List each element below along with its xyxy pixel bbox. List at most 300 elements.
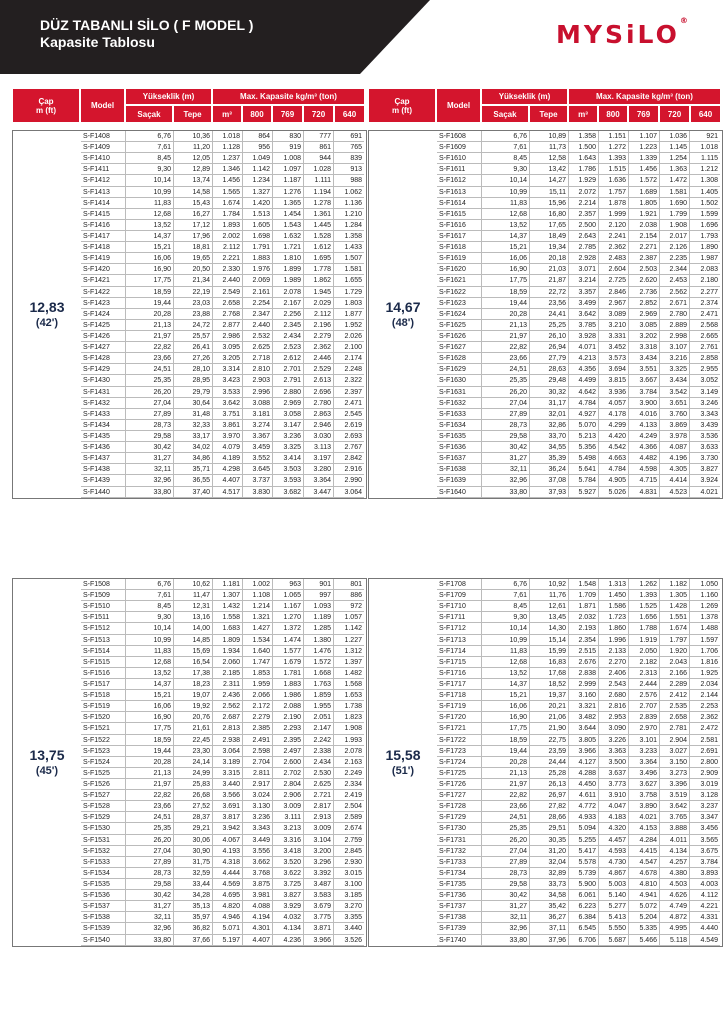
cap-720-cell: 3.487 <box>304 879 334 890</box>
header-model: Model <box>80 88 125 123</box>
model-cell: S-F1433 <box>81 409 126 420</box>
peak-height-cell: 26,13 <box>530 779 569 790</box>
cap-769-cell: 3.147 <box>273 420 304 431</box>
table-row <box>81 812 366 823</box>
volume-cell: 5.094 <box>569 823 599 834</box>
model-cell: S-F1516 <box>81 668 126 679</box>
eave-height-cell: 15,21 <box>126 690 174 701</box>
cap-640-cell: 2.180 <box>690 275 720 286</box>
table-row <box>81 723 366 734</box>
cap-640-cell: 2.249 <box>334 768 364 779</box>
cap-720-cell: 3.364 <box>304 475 334 486</box>
model-cell: S-F1512 <box>81 623 126 634</box>
eave-height-cell: 32,11 <box>126 464 174 475</box>
model-cell: S-F1421 <box>81 275 126 286</box>
table-row <box>437 187 722 198</box>
peak-height-cell: 28,37 <box>174 812 213 823</box>
table-row <box>81 364 366 375</box>
table-row <box>81 757 366 768</box>
cap-800-cell: 2.718 <box>243 353 273 364</box>
volume-cell: 1.558 <box>213 612 243 623</box>
peak-height-cell: 16,54 <box>174 657 213 668</box>
peak-height-cell: 32,86 <box>530 420 569 431</box>
volume-cell: 2.515 <box>569 646 599 657</box>
cap-769-cell: 2.839 <box>629 712 660 723</box>
cap-769-cell: 4.482 <box>629 453 660 464</box>
cap-800-cell: 4.905 <box>599 475 629 486</box>
volume-cell: 3.642 <box>569 309 599 320</box>
model-cell: S-F1431 <box>81 387 126 398</box>
eave-height-cell: 27,89 <box>482 409 530 420</box>
model-cell: S-F1532 <box>81 846 126 857</box>
header-diameter-label: Çap <box>394 96 410 106</box>
model-cell: S-F1522 <box>81 735 126 746</box>
cap-720-cell: 3.009 <box>304 823 334 834</box>
eave-height-cell: 29,58 <box>482 431 530 442</box>
cap-800-cell: 3.367 <box>243 431 273 442</box>
peak-height-cell: 21,87 <box>530 275 569 286</box>
eave-height-cell: 21,97 <box>482 331 530 342</box>
peak-height-cell: 26,68 <box>174 790 213 801</box>
cap-640-cell: 3.730 <box>690 453 720 464</box>
model-cell: S-F1517 <box>81 679 126 690</box>
cap-720-cell: 1.572 <box>304 657 334 668</box>
peak-height-cell: 32,89 <box>530 868 569 879</box>
peak-height-cell: 20,18 <box>530 253 569 264</box>
cap-720-cell: 2.279 <box>304 331 334 342</box>
cap-640-cell: 886 <box>334 590 364 601</box>
cap-640-cell: 3.439 <box>690 420 720 431</box>
cap-800-cell: 2.967 <box>599 298 629 309</box>
volume-cell: 1.934 <box>213 646 243 657</box>
model-cell: S-F1632 <box>437 398 482 409</box>
eave-height-cell: 29,58 <box>482 879 530 890</box>
volume-cell: 2.357 <box>569 209 599 220</box>
model-cell: S-F1631 <box>437 387 482 398</box>
cap-720-cell: 1.612 <box>304 242 334 253</box>
cap-769-cell: 2.612 <box>273 353 304 364</box>
cap-640-cell: 4.221 <box>690 901 720 912</box>
table-row <box>81 668 366 679</box>
cap-720-cell: 3.434 <box>660 375 690 386</box>
table-row <box>437 679 722 690</box>
cap-640-cell: 1.568 <box>334 679 364 690</box>
eave-height-cell: 16,06 <box>126 701 174 712</box>
eave-height-cell: 14,37 <box>482 231 530 242</box>
cap-640-cell: 4.331 <box>690 912 720 923</box>
cap-720-cell: 3.325 <box>660 364 690 375</box>
cap-720-cell: 2.613 <box>304 375 334 386</box>
cap-800-cell: 4.178 <box>599 409 629 420</box>
peak-height-cell: 10,92 <box>530 579 569 590</box>
model-cell: S-F1709 <box>437 590 482 601</box>
cap-640-cell: 1.358 <box>334 231 364 242</box>
cap-640-cell: 3.149 <box>690 387 720 398</box>
eave-height-cell: 8,45 <box>126 153 174 164</box>
volume-cell: 3.440 <box>213 779 243 790</box>
cap-800-cell: 2.680 <box>599 690 629 701</box>
cap-640-cell: 1.738 <box>334 701 364 712</box>
cap-769-cell: 2.620 <box>629 275 660 286</box>
peak-height-cell: 32,59 <box>174 868 213 879</box>
cap-640-cell: 1.793 <box>690 231 720 242</box>
peak-height-cell: 23,30 <box>174 746 213 757</box>
model-cell: S-F1738 <box>437 912 482 923</box>
peak-height-cell: 14,27 <box>530 175 569 186</box>
cap-720-cell: 2.196 <box>304 320 334 331</box>
eave-height-cell: 27,04 <box>126 846 174 857</box>
volume-cell: 4.642 <box>569 387 599 398</box>
cap-640-cell: 3.440 <box>334 923 364 934</box>
volume-cell: 2.938 <box>213 735 243 746</box>
cap-720-cell: 3.396 <box>660 779 690 790</box>
model-cell: S-F1529 <box>81 812 126 823</box>
cap-720-cell: 3.888 <box>660 823 690 834</box>
volume-cell: 1.456 <box>213 175 243 186</box>
volume-cell: 3.499 <box>569 298 599 309</box>
cap-640-cell: 1.597 <box>690 635 720 646</box>
cap-640-cell: 4.021 <box>690 487 720 498</box>
table-row <box>437 131 722 142</box>
diameter-feet: (51') <box>391 765 415 778</box>
peak-height-cell: 11,20 <box>174 142 213 153</box>
eave-height-cell: 12,68 <box>482 209 530 220</box>
peak-height-cell: 12,89 <box>174 164 213 175</box>
cap-800-cell: 4.057 <box>599 398 629 409</box>
table-row <box>81 164 366 175</box>
cap-640-cell: 2.955 <box>690 364 720 375</box>
cap-769-cell: 2.970 <box>629 723 660 734</box>
cap-640-cell: 2.916 <box>334 464 364 475</box>
peak-height-cell: 19,37 <box>530 690 569 701</box>
eave-height-cell: 33,80 <box>126 935 174 946</box>
volume-cell: 2.193 <box>569 623 599 634</box>
cap-720-cell: 2.126 <box>660 242 690 253</box>
eave-height-cell: 9,30 <box>126 612 174 623</box>
model-cell: S-F1413 <box>81 187 126 198</box>
cap-769-cell: 3.784 <box>629 387 660 398</box>
peak-height-cell: 13,45 <box>530 612 569 623</box>
volume-cell: 5.255 <box>569 835 599 846</box>
cap-720-cell: 2.863 <box>304 409 334 420</box>
peak-height-cell: 36,24 <box>530 464 569 475</box>
cap-769-cell: 3.503 <box>273 464 304 475</box>
cap-720-cell: 1.428 <box>660 601 690 612</box>
volume-cell: 6.061 <box>569 890 599 901</box>
peak-height-cell: 31,48 <box>174 409 213 420</box>
cap-769-cell: 2.702 <box>273 768 304 779</box>
eave-height-cell: 17,75 <box>126 275 174 286</box>
model-cell: S-F1615 <box>437 209 482 220</box>
cap-640-cell: 2.100 <box>334 342 364 353</box>
cap-640-cell: 3.827 <box>690 464 720 475</box>
model-cell: S-F1412 <box>81 175 126 186</box>
cap-720-cell: 3.642 <box>660 801 690 812</box>
peak-height-cell: 16,27 <box>174 209 213 220</box>
volume-cell: 3.566 <box>213 790 243 801</box>
eave-height-cell: 13,52 <box>482 220 530 231</box>
cap-720-cell: 2.780 <box>660 309 690 320</box>
table-row <box>437 635 722 646</box>
peak-height-cell: 33,44 <box>174 879 213 890</box>
cap-640-cell: 988 <box>334 175 364 186</box>
cap-720-cell: 2.147 <box>304 723 334 734</box>
table-row <box>81 142 366 153</box>
cap-640-cell: 2.277 <box>690 287 720 298</box>
cap-800-cell: 1.698 <box>243 231 273 242</box>
table-row <box>81 187 366 198</box>
peak-height-cell: 25,57 <box>174 331 213 342</box>
eave-height-cell: 31,27 <box>482 453 530 464</box>
cap-720-cell: 2.242 <box>304 735 334 746</box>
cap-769-cell: 5.335 <box>629 923 660 934</box>
model-cell: S-F1617 <box>437 231 482 242</box>
eave-height-cell: 22,82 <box>126 790 174 801</box>
volume-cell: 4.933 <box>569 812 599 823</box>
cap-800-cell: 4.542 <box>599 442 629 453</box>
peak-height-cell: 21,90 <box>530 723 569 734</box>
eave-height-cell: 27,04 <box>482 398 530 409</box>
cap-640-cell: 2.248 <box>334 364 364 375</box>
model-cell: S-F1438 <box>81 464 126 475</box>
eave-height-cell: 13,52 <box>126 668 174 679</box>
table-row <box>81 431 366 442</box>
volume-cell: 4.189 <box>213 453 243 464</box>
cap-800-cell: 1.321 <box>243 612 273 623</box>
volume-cell: 3.928 <box>569 331 599 342</box>
cap-720-cell: 1.778 <box>304 264 334 275</box>
model-cell: S-F1610 <box>437 153 482 164</box>
cap-769-cell: 1.525 <box>629 601 660 612</box>
eave-height-cell: 9,30 <box>482 164 530 175</box>
table-row <box>81 912 366 923</box>
peak-height-cell: 27,82 <box>530 801 569 812</box>
cap-640-cell: 1.057 <box>334 612 364 623</box>
cap-640-cell: 2.471 <box>690 309 720 320</box>
eave-height-cell: 10,99 <box>482 187 530 198</box>
eave-height-cell: 13,52 <box>482 668 530 679</box>
eave-height-cell: 32,96 <box>482 923 530 934</box>
cap-769-cell: 3.233 <box>629 746 660 757</box>
peak-height-cell: 30,35 <box>530 835 569 846</box>
cap-769-cell: 1.788 <box>629 623 660 634</box>
cap-769-cell: 2.256 <box>273 309 304 320</box>
peak-height-cell: 34,02 <box>174 442 213 453</box>
cap-640-cell: 2.334 <box>334 779 364 790</box>
peak-height-cell: 28,10 <box>174 364 213 375</box>
model-cell: S-F1717 <box>437 679 482 690</box>
eave-height-cell: 15,21 <box>482 242 530 253</box>
cap-769-cell: 1.008 <box>273 153 304 164</box>
volume-cell: 3.642 <box>213 398 243 409</box>
cap-769-cell: 4.715 <box>629 475 660 486</box>
volume-cell: 2.002 <box>213 231 243 242</box>
volume-cell: 2.214 <box>569 198 599 209</box>
volume-cell: 2.185 <box>213 668 243 679</box>
table-row <box>81 231 366 242</box>
eave-height-cell: 33,80 <box>482 935 530 946</box>
model-cell: S-F1723 <box>437 746 482 757</box>
volume-cell: 4.772 <box>569 801 599 812</box>
eave-height-cell: 7,61 <box>126 590 174 601</box>
table-row <box>437 612 722 623</box>
cap-769-cell: 3.725 <box>273 879 304 890</box>
volume-cell: 3.966 <box>569 746 599 757</box>
cap-640-cell: 921 <box>690 131 720 142</box>
eave-height-cell: 16,06 <box>482 253 530 264</box>
diameter-feet: (42') <box>35 317 59 330</box>
table-row <box>81 746 366 757</box>
cap-769-cell: 2.804 <box>273 779 304 790</box>
table-row <box>437 487 722 498</box>
cap-800-cell: 2.279 <box>243 712 273 723</box>
cap-800-cell: 4.663 <box>599 453 629 464</box>
cap-720-cell: 3.197 <box>304 453 334 464</box>
cap-800-cell: 1.450 <box>599 590 629 601</box>
cap-769-cell: 2.969 <box>273 398 304 409</box>
cap-640-cell: 3.064 <box>334 487 364 498</box>
diameter-meters: 14,67 <box>385 299 421 316</box>
cap-640-cell: 3.347 <box>690 812 720 823</box>
table-row <box>437 153 722 164</box>
eave-height-cell: 16,90 <box>126 264 174 275</box>
cap-800-cell: 1.108 <box>243 590 273 601</box>
model-cell: S-F1733 <box>437 857 482 868</box>
cap-640-cell: 2.581 <box>690 735 720 746</box>
cap-720-cell: 2.913 <box>304 812 334 823</box>
cap-769-cell: 4.678 <box>629 868 660 879</box>
cap-720-cell: 997 <box>304 590 334 601</box>
volume-cell: 5.927 <box>569 487 599 498</box>
volume-cell: 2.436 <box>213 690 243 701</box>
header-640: 640 <box>334 105 365 123</box>
eave-height-cell: 32,96 <box>126 475 174 486</box>
cap-769-cell: 1.339 <box>629 153 660 164</box>
volume-cell: 3.785 <box>569 320 599 331</box>
peak-height-cell: 35,71 <box>174 464 213 475</box>
volume-cell: 1.237 <box>213 153 243 164</box>
peak-height-cell: 36,55 <box>174 475 213 486</box>
cap-769-cell: 2.523 <box>273 342 304 353</box>
cap-800-cell: 2.385 <box>243 723 273 734</box>
cap-720-cell: 2.453 <box>660 275 690 286</box>
peak-height-cell: 21,61 <box>174 723 213 734</box>
header-m3: m³ <box>568 105 598 123</box>
cap-640-cell: 2.322 <box>334 375 364 386</box>
peak-height-cell: 12,58 <box>530 153 569 164</box>
table-rows <box>437 579 722 946</box>
cap-640-cell: 2.163 <box>334 757 364 768</box>
table-row <box>437 164 722 175</box>
volume-cell: 3.861 <box>213 420 243 431</box>
volume-cell: 3.160 <box>569 690 599 701</box>
volume-cell: 5.784 <box>569 475 599 486</box>
cap-640-cell: 1.655 <box>334 275 364 286</box>
cap-640-cell: 1.581 <box>334 264 364 275</box>
eave-height-cell: 8,45 <box>126 601 174 612</box>
peak-height-cell: 24,41 <box>530 309 569 320</box>
cap-640-cell: 2.693 <box>334 431 364 442</box>
model-cell: S-F1423 <box>81 298 126 309</box>
eave-height-cell: 20,28 <box>126 757 174 768</box>
cap-720-cell: 3.113 <box>304 442 334 453</box>
table-row <box>81 464 366 475</box>
eave-height-cell: 16,06 <box>126 253 174 264</box>
peak-height-cell: 23,59 <box>530 746 569 757</box>
table-row <box>81 242 366 253</box>
cap-640-cell: 2.759 <box>334 835 364 846</box>
volume-cell: 3.805 <box>569 735 599 746</box>
cap-800-cell: 2.120 <box>599 220 629 231</box>
cap-769-cell: 3.758 <box>629 790 660 801</box>
model-cell: S-F1624 <box>437 309 482 320</box>
cap-769-cell: 2.050 <box>629 646 660 657</box>
cap-720-cell: 1.254 <box>660 153 690 164</box>
cap-769-cell: 3.202 <box>629 331 660 342</box>
table-row <box>81 475 366 486</box>
cap-769-cell: 1.921 <box>629 209 660 220</box>
eave-height-cell: 32,11 <box>482 464 530 475</box>
model-cell: S-F1509 <box>81 590 126 601</box>
model-cell: S-F1525 <box>81 768 126 779</box>
cap-720-cell: 3.760 <box>660 409 690 420</box>
table-row <box>81 801 366 812</box>
cap-640-cell: 4.440 <box>690 923 720 934</box>
volume-cell: 1.307 <box>213 590 243 601</box>
cap-800-cell: 3.830 <box>243 487 273 498</box>
cap-720-cell: 3.216 <box>660 353 690 364</box>
page-title <box>40 17 253 51</box>
cap-800-cell: 3.181 <box>243 409 273 420</box>
cap-720-cell: 1.908 <box>660 220 690 231</box>
peak-height-cell: 19,65 <box>174 253 213 264</box>
table-row <box>437 320 722 331</box>
cap-720-cell: 1.674 <box>660 623 690 634</box>
model-cell: S-F1609 <box>437 142 482 153</box>
peak-height-cell: 11,73 <box>530 142 569 153</box>
peak-height-cell: 17,12 <box>174 220 213 231</box>
cap-769-cell: 5.466 <box>629 935 660 946</box>
cap-800-cell: 1.878 <box>599 198 629 209</box>
diameter-feet: (45') <box>35 765 59 778</box>
model-cell: S-F1716 <box>437 668 482 679</box>
cap-640-cell: 1.952 <box>334 320 364 331</box>
cap-640-cell: 1.142 <box>334 623 364 634</box>
cap-720-cell: 2.817 <box>304 801 334 812</box>
cap-640-cell: 2.665 <box>690 331 720 342</box>
cap-640-cell: 3.526 <box>334 935 364 946</box>
volume-cell: 5.739 <box>569 868 599 879</box>
eave-height-cell: 24,51 <box>482 364 530 375</box>
model-cell: S-F1531 <box>81 835 126 846</box>
cap-769-cell: 2.154 <box>629 231 660 242</box>
title-line-2: Kapasite Tablosu <box>40 34 155 50</box>
cap-800-cell: 3.500 <box>599 757 629 768</box>
cap-640-cell: 1.397 <box>334 657 364 668</box>
volume-cell: 3.357 <box>569 287 599 298</box>
cap-800-cell: 1.883 <box>243 253 273 264</box>
volume-cell: 2.999 <box>569 679 599 690</box>
cap-640-cell: 1.823 <box>334 712 364 723</box>
table-row <box>437 287 722 298</box>
eave-height-cell: 7,61 <box>482 142 530 153</box>
cap-800-cell: 3.210 <box>599 320 629 331</box>
volume-cell: 1.358 <box>569 131 599 142</box>
model-cell: S-F1730 <box>437 823 482 834</box>
eave-height-cell: 21,13 <box>126 320 174 331</box>
peak-height-cell: 32,33 <box>174 420 213 431</box>
model-cell: S-F1537 <box>81 901 126 912</box>
